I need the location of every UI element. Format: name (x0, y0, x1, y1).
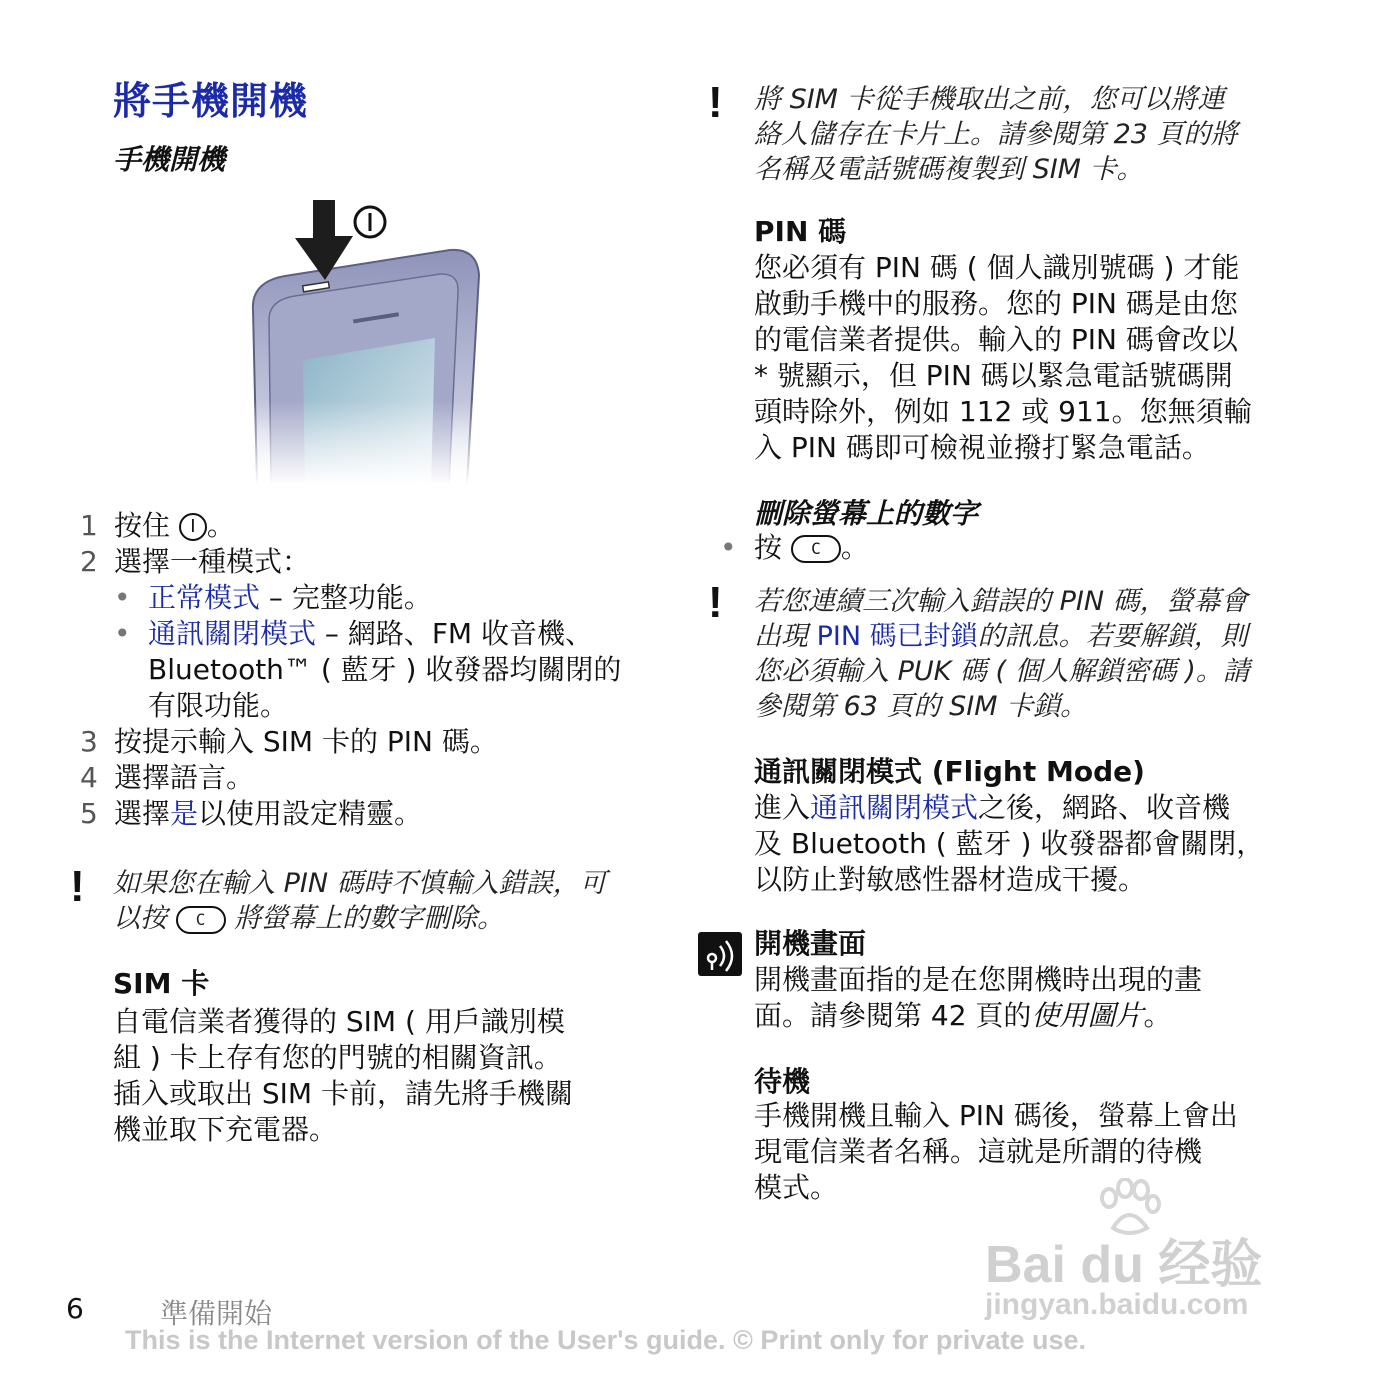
step-5 (80, 796, 680, 832)
step-text: 。 (206, 509, 235, 542)
c-key-icon: C (176, 906, 226, 934)
standby-heading: 待機 (754, 1065, 811, 1098)
mode-normal-item (80, 580, 680, 616)
note-line: 若您連續三次輸入錯誤的 PIN 碼，螢幕會 (754, 586, 1248, 617)
steps-list (80, 508, 680, 832)
note-pin-error (113, 866, 683, 936)
mode-normal-desc: – 完整功能。 (260, 581, 432, 614)
pin-line: 頭時除外，例如 112 或 911。您無須輸 (754, 395, 1252, 428)
pin-line: 啟動手機中的服務。您的 PIN 碼是由您 (754, 287, 1238, 320)
note-line: 絡人儲存在卡片上。請參閱第 23 頁的將 (754, 119, 1238, 150)
yes-link[interactable]: 是 (170, 797, 199, 830)
tip-icon (698, 932, 742, 976)
startup-screen-heading: 開機畫面 (754, 927, 867, 960)
watermark-url: jingyan.baidu.com (985, 1288, 1249, 1321)
standby-line: 模式。 (754, 1171, 839, 1204)
flight-line: 以防止對敏感性器材造成干擾。 (754, 863, 1147, 896)
warning-exclamation-icon: ! (70, 862, 85, 911)
note-line: 將 SIM 卡從手機取出之前，您可以將連 (754, 84, 1225, 115)
flight-mode-paragraph (754, 790, 1364, 898)
mode-flight-link[interactable]: 通訊關閉模式 (148, 617, 317, 650)
pin-blocked-link[interactable]: PIN 碼已封鎖 (816, 621, 978, 652)
use-pictures-ref: 使用圖片 (1031, 999, 1144, 1032)
page-number: 6 (66, 1292, 84, 1325)
bullet-icon: • (114, 617, 131, 650)
warning-exclamation-icon: ! (708, 578, 723, 627)
step-text: 選擇一種模式： (114, 545, 311, 578)
standby-line: 手機開機且輸入 PIN 碼後，螢幕上會出 (754, 1099, 1238, 1132)
pin-heading: PIN 碼 (754, 215, 847, 248)
step-text: 選擇 (114, 797, 171, 830)
note-line: 您必須輸入 PUK 碼 ( 個人解鎖密碼 )。請 (754, 656, 1250, 687)
startup-screen-paragraph (754, 962, 1364, 1034)
sim-line: 機並取下充電器。 (113, 1113, 338, 1146)
phone-power-illustration (245, 200, 485, 485)
c-key-icon: C (791, 535, 841, 563)
power-key-icon: I (179, 513, 207, 541)
startup-line: 開機畫面指的是在您開機時出現的畫 (754, 963, 1203, 996)
step-text: 按提示輸入 SIM 卡的 PIN 碼。 (114, 725, 498, 758)
pin-line: 的電信業者提供。輸入的 PIN 碼會改以 (754, 323, 1238, 356)
sim-heading: SIM 卡 (113, 967, 210, 1000)
bullet-icon: • (720, 531, 737, 564)
warning-exclamation-icon: ! (708, 78, 723, 127)
step-4 (80, 760, 680, 796)
step-text: 選擇語言。 (114, 761, 255, 794)
page-title: 將手機開機 (113, 79, 309, 123)
standby-paragraph (754, 1098, 1364, 1206)
watermark-brand: Bai du 经验 (985, 1236, 1263, 1294)
bullet-icon: • (114, 581, 131, 614)
sim-line: 自電信業者獲得的 SIM ( 用戶識別模 (113, 1005, 565, 1038)
step-1 (80, 508, 680, 544)
mode-flight-desc: – 網路、FM 收音機、 (316, 617, 593, 650)
flight-line: 及 Bluetooth ( 藍牙 ) 收發器都會關閉， (754, 827, 1265, 860)
step-number: 2 (80, 545, 98, 578)
step-2 (80, 544, 680, 580)
note-line: 出現 PIN 碼已封鎖的訊息。若要解鎖，則 (754, 621, 1248, 652)
delete-digits-heading: 刪除螢幕上的數字 (754, 497, 979, 530)
note-sim-contacts (754, 82, 1354, 187)
step-number: 1 (80, 509, 98, 542)
pin-line: 入 PIN 碼即可檢視並撥打緊急電話。 (754, 431, 1210, 464)
mode-normal-link[interactable]: 正常模式 (148, 581, 261, 614)
step-3 (80, 724, 680, 760)
mode-flight-desc-3: 有限功能。 (148, 689, 289, 722)
step-text: 以使用設定精靈。 (198, 797, 423, 830)
flight-mode-link[interactable]: 通訊關閉模式 (810, 791, 979, 824)
section-subtitle: 手機開機 (113, 143, 226, 176)
delete-digits-item: • 按 C 。 (720, 531, 869, 564)
internet-version-notice: This is the Internet version of the User's guide. © Print only for private use. (125, 1325, 1087, 1355)
section-name: 準備開始 (160, 1297, 273, 1330)
note-line: 名稱及電話號碼複製到 SIM 卡。 (754, 154, 1144, 185)
flight-line: 進入通訊關閉模式之後，網路、收音機 (754, 791, 1231, 824)
standby-line: 現電信業者名稱。這就是所謂的待機 (754, 1135, 1203, 1168)
step-number: 3 (80, 725, 98, 758)
mode-flight-desc-2: Bluetooth™ ( 藍牙 ) 收發器均關閉的 (148, 653, 622, 686)
sim-line: 組 ) 卡上存有您的門號的相關資訊。 (113, 1041, 562, 1074)
note-line: 如果您在輸入 PIN 碼時不慎輸入錯誤，可 (113, 868, 607, 899)
note-pin-blocked (754, 584, 1364, 724)
note-line: 以按 C 將螢幕上的數字刪除。 (113, 903, 505, 934)
mode-flight-item (80, 616, 680, 652)
pin-line: 您必須有 PIN 碼 ( 個人識別號碼 ) 才能 (754, 251, 1240, 284)
step-number: 5 (80, 797, 98, 830)
step-number: 4 (80, 761, 98, 794)
pin-paragraph (754, 250, 1364, 466)
step-text: 按住 (114, 509, 179, 542)
startup-line: 面。請參閱第 42 頁的使用圖片。 (754, 999, 1172, 1032)
note-line: 參閱第 63 頁的 SIM 卡鎖。 (754, 691, 1088, 722)
sim-paragraph (113, 1004, 683, 1148)
sim-line: 插入或取出 SIM 卡前，請先將手機關 (113, 1077, 573, 1110)
pin-line: * 號顯示，但 PIN 碼以緊急電話號碼開 (754, 359, 1233, 392)
flight-mode-heading: 通訊關閉模式 (Flight Mode) (754, 755, 1145, 788)
